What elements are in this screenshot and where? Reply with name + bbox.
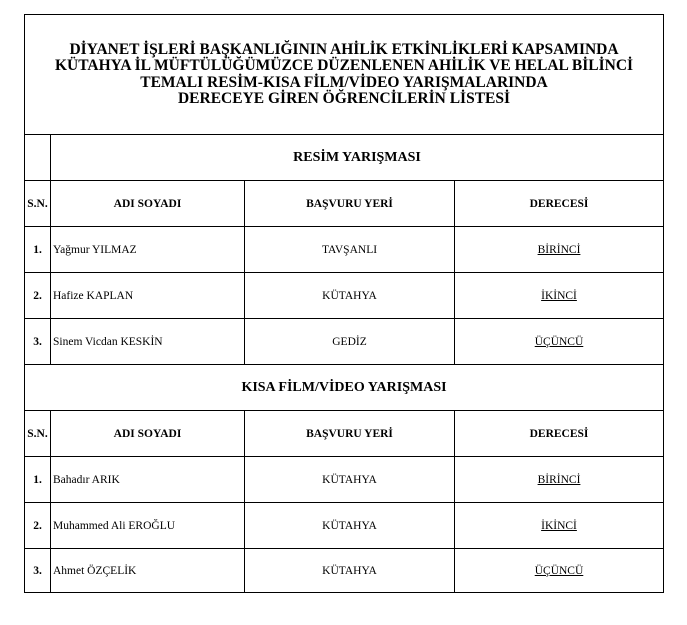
cell-place: KÜTAHYA — [245, 273, 455, 319]
cell-rank: BİRİNCİ — [455, 457, 664, 503]
table-row — [25, 549, 664, 593]
table-row — [25, 457, 664, 503]
cell-name: Muhammed Ali EROĞLU — [51, 503, 245, 549]
column-header-sn: S.N. — [25, 181, 51, 227]
table-row — [25, 273, 664, 319]
title-line: DİYANET İŞLERİ BAŞKANLIĞININ AHİLİK ETKİNLİKLERİ KAPSAMINDA — [69, 40, 619, 58]
document-title — [25, 15, 664, 135]
results-table — [24, 14, 664, 593]
column-header-rank: DERECESİ — [455, 181, 664, 227]
cell-place: TAVŞANLI — [245, 227, 455, 273]
cell-sn: 2. — [25, 503, 51, 549]
cell-rank: ÜÇÜNCÜ — [455, 319, 664, 365]
cell-place: KÜTAHYA — [245, 457, 455, 503]
column-header-rank: DERECESİ — [455, 411, 664, 457]
column-header-sn: S.N. — [25, 411, 51, 457]
title-line: DERECEYE GİREN ÖĞRENCİLERİN LİSTESİ — [177, 90, 511, 107]
table-header-row — [25, 181, 664, 227]
cell-rank: İKİNCİ — [455, 273, 664, 319]
cell-sn: 3. — [25, 319, 51, 365]
table-row — [25, 319, 664, 365]
column-header-place: BAŞVURU YERİ — [245, 411, 455, 457]
cell-name: Bahadır ARIK — [51, 457, 245, 503]
cell-rank: BİRİNCİ — [455, 227, 664, 273]
cell-sn: 1. — [25, 457, 51, 503]
cell-place: KÜTAHYA — [245, 503, 455, 549]
title-line: KÜTAHYA İL MÜFTÜLÜĞÜMÜZCE DÜZENLENEN AHİLİK VE HELAL BİLİNCİ — [54, 57, 634, 74]
section-spacer — [25, 135, 51, 181]
column-header-place: BAŞVURU YERİ — [245, 181, 455, 227]
cell-name: Yağmur YILMAZ — [51, 227, 245, 273]
cell-place: KÜTAHYA — [245, 549, 455, 593]
column-header-name: ADI SOYADI — [51, 411, 245, 457]
cell-sn: 2. — [25, 273, 51, 319]
cell-name: Ahmet ÖZÇELİK — [51, 549, 245, 593]
cell-rank: İKİNCİ — [455, 503, 664, 549]
cell-sn: 1. — [25, 227, 51, 273]
table-row — [25, 503, 664, 549]
table-row — [25, 227, 664, 273]
document — [24, 14, 663, 593]
section-title: KISA FİLM/VİDEO YARIŞMASI — [25, 365, 664, 411]
cell-name: Sinem Vicdan KESKİN — [51, 319, 245, 365]
cell-sn: 3. — [25, 549, 51, 593]
column-header-name: ADI SOYADI — [51, 181, 245, 227]
cell-name: Hafize KAPLAN — [51, 273, 245, 319]
table-header-row — [25, 411, 664, 457]
section-title: RESİM YARIŞMASI — [51, 135, 664, 181]
cell-place: GEDİZ — [245, 319, 455, 365]
cell-rank: ÜÇÜNCÜ — [455, 549, 664, 593]
title-line: TEMALI RESİM-KISA FİLM/VİDEO YARIŞMALARINDA — [140, 73, 548, 91]
